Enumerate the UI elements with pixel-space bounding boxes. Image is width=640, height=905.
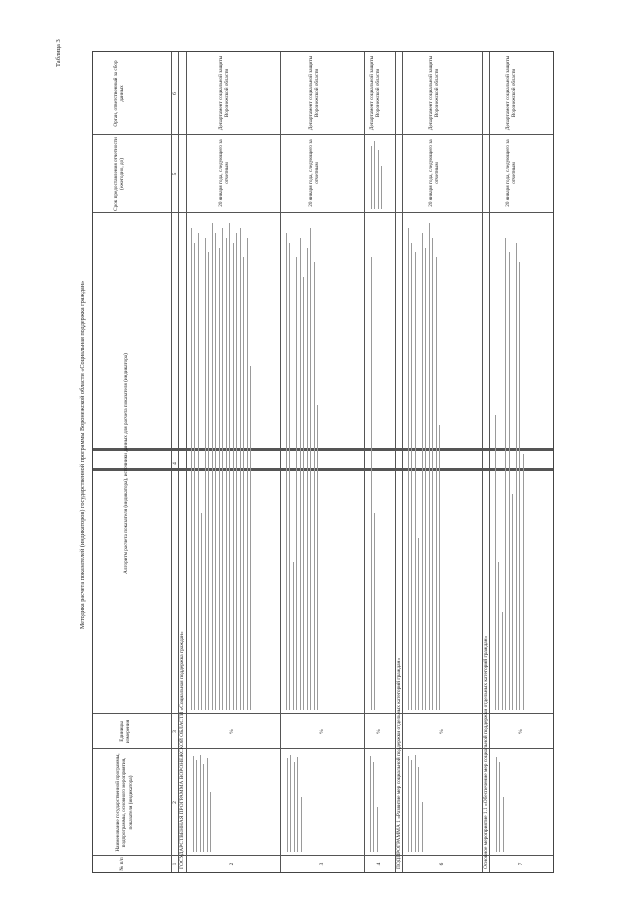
- indicator-text: [190, 752, 214, 852]
- header-responsible: Орган, ответственный за сбор данных: [113, 60, 126, 127]
- responsible-value: Департамент социальной защиты Воронежской области: [428, 55, 441, 131]
- column-number: 5: [172, 172, 178, 176]
- deadline-value: 20 января года, следующего за отчетным: [505, 139, 518, 207]
- deadline-value: 20 января года, следующего за отчетным: [308, 139, 321, 207]
- responsible-value: Департамент социальной защиты Воронежской области: [308, 55, 321, 131]
- responsible-value: Департамент социальной защиты Воронежской области: [369, 55, 382, 131]
- column-number: 6: [172, 92, 178, 95]
- row-number: 2: [229, 862, 235, 866]
- row-number: 6: [439, 862, 445, 866]
- indicator-text: [493, 752, 506, 852]
- unit-value: %: [376, 729, 382, 734]
- algorithm-text: [188, 218, 254, 710]
- methodology-table: [92, 51, 554, 873]
- indicator-text: [284, 752, 304, 852]
- algorithm-text: [368, 218, 378, 710]
- document-title: Методика расчета показателей (индикаторов) государственной программы Воронежской области «Социальная поддержка граждан»: [79, 280, 86, 630]
- responsible-value: Департамент социальной защиты Воронежской области: [218, 55, 231, 131]
- header-num: № п/п: [119, 857, 125, 871]
- unit-value: %: [518, 729, 524, 734]
- column-number: 1: [172, 862, 178, 866]
- header-unit: Единицы измерения: [119, 719, 132, 744]
- column-number: 4: [172, 462, 178, 465]
- deadline-value: 20 января года, следующего за отчетным: [428, 139, 441, 207]
- indicator-text: [405, 752, 425, 852]
- unit-value: %: [439, 729, 445, 734]
- deadline-text: [368, 137, 385, 209]
- section-heading: ГОСУДАРСТВЕННАЯ ПРОГРАММА ВОРОНЕЖСКОЙ ОБЛАСТИ «Социальная поддержка граждан»: [179, 631, 185, 869]
- indicator-text: [367, 752, 380, 852]
- column-number: 2: [172, 801, 178, 804]
- header-deadline: Срок предоставления отчетности (ежегодно, до): [113, 137, 126, 211]
- algorithm-text: [283, 218, 321, 710]
- table-number: Таблица 3: [55, 39, 62, 67]
- row-number: 3: [319, 862, 325, 866]
- header-name: Наименование государственной программы, подпрограммы, основного мероприятия, показателя (индикатора): [115, 753, 134, 852]
- section-heading: ПОДПРОГРАММА 1 «Развитие мер социальной поддержки отдельных категорий граждан»: [396, 657, 402, 869]
- algorithm-text: [405, 218, 443, 710]
- row-number: 7: [518, 862, 524, 866]
- header-algorithm: Алгоритм расчета показателя (индикатора), источники данных для расчета показателя (индикатора): [123, 353, 129, 574]
- section-heading: Основное мероприятие 1.1 «Обеспечение мер социальной поддержки отдельных категорий граждан»: [483, 635, 489, 869]
- unit-value: %: [319, 729, 325, 734]
- row-number: 4: [376, 862, 382, 866]
- deadline-value: 20 января года, следующего за отчетным: [218, 139, 231, 207]
- responsible-value: Департамент социальной защиты Воронежской области: [505, 55, 518, 131]
- unit-value: %: [229, 729, 235, 734]
- algorithm-text: [492, 218, 526, 710]
- column-number: 3: [172, 730, 178, 733]
